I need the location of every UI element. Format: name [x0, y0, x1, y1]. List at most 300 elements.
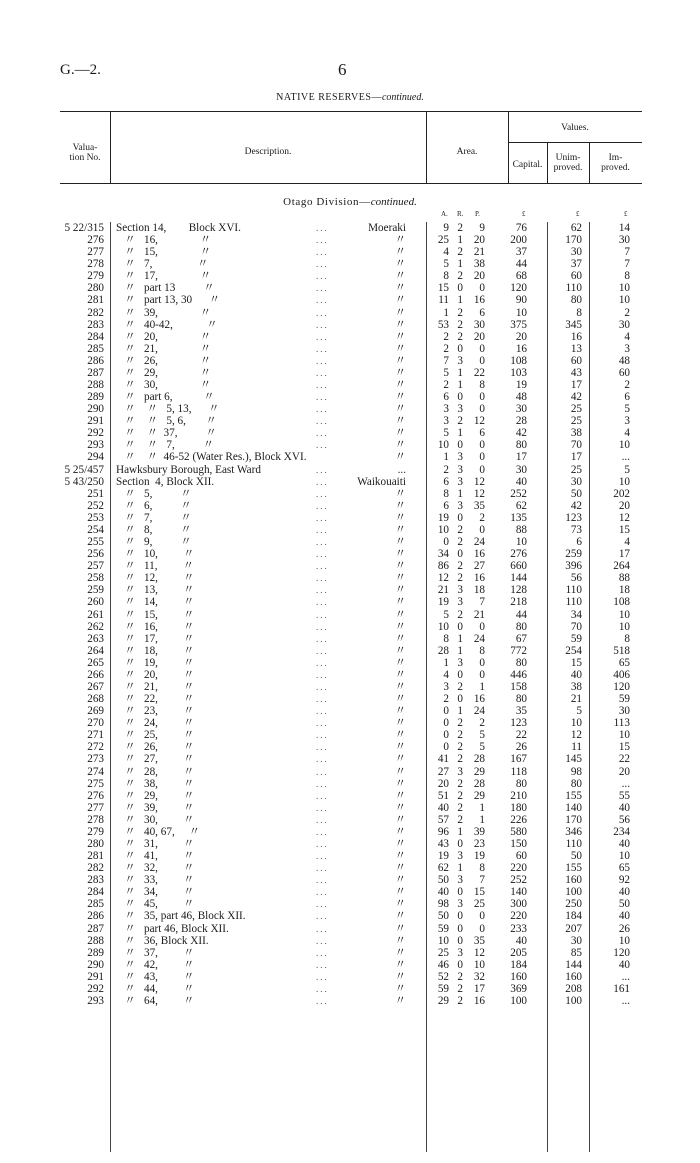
area-acres: 25: [437, 234, 449, 247]
running-head: NATIVE RESERVES—continued.: [276, 92, 424, 103]
improved-value: 518: [613, 644, 630, 657]
area-roods: 0: [457, 439, 463, 452]
improved-value: 10: [618, 475, 630, 488]
description: 〃 7, 〃: [116, 511, 192, 524]
area-perches: 6: [479, 427, 485, 440]
area-acres: 28: [437, 644, 449, 657]
valuation-no: 293: [87, 439, 104, 452]
description: 〃 29, 〃: [116, 789, 195, 802]
area-acres: 50: [437, 874, 449, 887]
improved-value: 10: [618, 934, 630, 947]
table-row: [0, 729, 700, 741]
capital-value: 200: [510, 234, 527, 247]
unimproved-value: 184: [565, 910, 582, 923]
area-acres: 43: [437, 837, 449, 850]
capital-value: 88: [515, 523, 527, 536]
leader-dots: ...: [316, 706, 329, 717]
description: 〃 〃 5, 6, 〃: [116, 415, 217, 428]
table-row: [0, 560, 700, 572]
area-acres: 6: [443, 499, 449, 512]
improved-value: 65: [618, 862, 630, 875]
locality: 〃: [394, 499, 406, 512]
leader-dots: ...: [316, 464, 329, 475]
capital-value: 37: [515, 246, 527, 259]
area-acres: 0: [443, 705, 449, 718]
table-row: [0, 790, 700, 802]
improved-value: 15: [618, 523, 630, 536]
area-roods: 0: [457, 934, 463, 947]
valuation-no: 256: [87, 548, 104, 561]
area-perches: 12: [473, 946, 485, 959]
locality: 〃: [394, 934, 406, 947]
description: 〃 21, 〃: [116, 342, 212, 355]
capital-value: 103: [510, 366, 527, 379]
area-roods: 2: [457, 995, 463, 1007]
header-improved: Im- proved.: [601, 153, 630, 173]
area-perches: 18: [473, 584, 485, 597]
improved-value: 20: [618, 765, 630, 778]
unit-perches: P.: [475, 210, 480, 218]
valuation-no: 267: [87, 680, 104, 693]
unimproved-value: 80: [570, 294, 582, 307]
leader-dots: ...: [316, 742, 329, 753]
leader-dots: ...: [316, 488, 329, 499]
capital-value: 375: [510, 318, 527, 331]
table-row: [0, 935, 700, 947]
capital-value: 144: [510, 572, 527, 585]
locality: 〃: [394, 995, 406, 1007]
improved-value: 30: [618, 705, 630, 718]
leader-dots: ...: [316, 585, 329, 596]
area-perches: 16: [473, 995, 485, 1007]
area-acres: 0: [443, 717, 449, 730]
area-roods: 2: [457, 777, 463, 790]
table-row: [0, 995, 700, 1007]
area-roods: 2: [457, 801, 463, 814]
description: 〃 part 13, 30 〃: [116, 294, 221, 307]
description: Section 14, Block XVI.: [116, 222, 241, 234]
area-perches: 2: [479, 511, 485, 524]
area-roods: 2: [457, 270, 463, 283]
area-acres: 59: [437, 982, 449, 995]
area-roods: 0: [457, 620, 463, 633]
table-row: [0, 645, 700, 657]
unimproved-value: 100: [565, 995, 582, 1007]
description: 〃 28, 〃: [116, 765, 195, 778]
area-perches: 0: [479, 282, 485, 295]
table-row: [0, 536, 700, 548]
leader-dots: ...: [316, 561, 329, 572]
description: 〃 45, 〃: [116, 898, 195, 911]
table-row: [0, 403, 700, 415]
valuation-no: 270: [87, 717, 104, 730]
capital-value: 44: [515, 258, 527, 271]
capital-value: 40: [515, 934, 527, 947]
description: 〃 16, 〃: [116, 620, 195, 633]
valuation-no: 285: [87, 342, 104, 355]
area-roods: 1: [457, 862, 463, 875]
header-valuation-no: Valua- tion No.: [69, 143, 101, 163]
area-perches: 35: [473, 499, 485, 512]
area-roods: 0: [457, 391, 463, 404]
area-perches: 21: [473, 246, 485, 259]
table-row: [0, 476, 700, 488]
unimproved-value: 30: [570, 246, 582, 259]
table-row: [0, 705, 700, 717]
valuation-no: 290: [87, 958, 104, 971]
table-row: [0, 850, 700, 862]
improved-value: 234: [613, 825, 630, 838]
improved-value: 120: [613, 946, 630, 959]
leader-dots: ...: [316, 838, 329, 849]
area-perches: 24: [473, 632, 485, 645]
valuation-no: 291: [87, 415, 104, 428]
improved-value: 40: [618, 886, 630, 899]
locality: 〃: [394, 946, 406, 959]
valuation-no: 275: [87, 777, 104, 790]
area-roods: 0: [457, 342, 463, 355]
description: 〃 24, 〃: [116, 717, 195, 730]
valuation-no: 274: [87, 765, 104, 778]
area-roods: 1: [457, 705, 463, 718]
capital-value: 28: [515, 415, 527, 428]
area-acres: 6: [443, 475, 449, 488]
area-acres: 19: [437, 850, 449, 863]
valuation-no: 271: [87, 729, 104, 742]
area-perches: 16: [473, 572, 485, 585]
unit-roods: R.: [457, 210, 464, 218]
improved-value: 10: [618, 439, 630, 452]
area-perches: 0: [479, 451, 485, 464]
leader-dots: ...: [316, 500, 329, 511]
unimproved-value: 100: [565, 886, 582, 899]
locality: 〃: [394, 427, 406, 440]
unimproved-value: 17: [570, 451, 582, 464]
valuation-no: 294: [87, 451, 104, 464]
area-perches: 35: [473, 934, 485, 947]
unimproved-value: 73: [570, 523, 582, 536]
capital-value: 44: [515, 608, 527, 621]
capital-value: 128: [510, 584, 527, 597]
description: 〃 35, part 46, Block XII.: [116, 910, 246, 923]
area-acres: 59: [437, 922, 449, 935]
area-roods: 3: [457, 499, 463, 512]
leader-dots: ...: [316, 392, 329, 403]
unimproved-value: 8: [576, 306, 582, 319]
table-row: [0, 258, 700, 270]
leader-dots: ...: [316, 416, 329, 427]
leader-dots: ...: [316, 645, 329, 656]
valuation-no: 258: [87, 572, 104, 585]
valuation-no: 252: [87, 499, 104, 512]
locality: 〃: [394, 717, 406, 730]
area-perches: 0: [479, 391, 485, 404]
valuation-no: 272: [87, 741, 104, 754]
leader-dots: ...: [316, 911, 329, 922]
unimproved-value: 155: [565, 789, 582, 802]
area-acres: 15: [437, 282, 449, 295]
table-row: [0, 524, 700, 536]
description: 〃 part 46, Block XII.: [116, 922, 229, 935]
description: 〃 43, 〃: [116, 970, 195, 983]
area-roods: 2: [457, 318, 463, 331]
locality: 〃: [394, 536, 406, 549]
improved-value: 30: [618, 234, 630, 247]
table-row: [0, 826, 700, 838]
area-acres: 46: [437, 958, 449, 971]
valuation-no: 288: [87, 379, 104, 392]
valuation-no: 283: [87, 874, 104, 887]
description: 〃 18, 〃: [116, 644, 195, 657]
leader-dots: ...: [316, 597, 329, 608]
leader-dots: ...: [316, 875, 329, 886]
description: 〃 33, 〃: [116, 874, 195, 887]
description: 〃 9, 〃: [116, 536, 192, 549]
area-perches: 24: [473, 536, 485, 549]
table-row: [0, 947, 700, 959]
header-values: Values.: [561, 123, 589, 133]
unimproved-value: 38: [570, 427, 582, 440]
unimproved-value: 25: [570, 415, 582, 428]
leader-dots: ...: [316, 573, 329, 584]
improved-value: 10: [618, 729, 630, 742]
table-row: [0, 898, 700, 910]
area-roods: 2: [457, 536, 463, 549]
reserves-table-body: [0, 222, 700, 1007]
description: 〃 part 13 〃: [116, 282, 215, 295]
table-row: [0, 391, 700, 403]
locality: 〃: [394, 837, 406, 850]
capital-value: 80: [515, 656, 527, 669]
table-row: [0, 222, 700, 234]
locality: 〃: [394, 705, 406, 718]
header-top-rule: [60, 111, 642, 112]
valuation-no: 280: [87, 837, 104, 850]
description: 〃 22, 〃: [116, 693, 195, 706]
locality: 〃: [394, 886, 406, 899]
valuation-no: 273: [87, 753, 104, 766]
area-roods: 2: [457, 813, 463, 826]
capital-value: 276: [510, 548, 527, 561]
capital-value: 76: [515, 222, 527, 234]
unimproved-value: 50: [570, 487, 582, 500]
description: 〃 7, 〃: [116, 258, 209, 271]
capital-value: 80: [515, 693, 527, 706]
unimproved-value: 144: [565, 958, 582, 971]
area-roods: 1: [457, 644, 463, 657]
description: 〃 12, 〃: [116, 572, 195, 585]
leader-dots: ...: [316, 983, 329, 994]
capital-value: 42: [515, 427, 527, 440]
improved-value: 4: [624, 330, 630, 343]
area-perches: 0: [479, 463, 485, 476]
valuation-no: 290: [87, 403, 104, 416]
unimproved-value: 345: [565, 318, 582, 331]
locality: 〃: [394, 862, 406, 875]
locality: 〃: [394, 777, 406, 790]
area-acres: 52: [437, 970, 449, 983]
table-row: [0, 427, 700, 439]
unimproved-value: 110: [565, 584, 582, 597]
unimproved-value: 123: [565, 511, 582, 524]
valuation-no: 282: [87, 862, 104, 875]
description: 〃 32, 〃: [116, 862, 195, 875]
locality: 〃: [394, 693, 406, 706]
unimproved-value: 11: [571, 741, 582, 754]
capital-value: 158: [510, 680, 527, 693]
unimproved-value: 43: [570, 366, 582, 379]
area-perches: 27: [473, 560, 485, 573]
leader-dots: ...: [316, 295, 329, 306]
valuation-no: 265: [87, 656, 104, 669]
improved-value: 5: [624, 403, 630, 416]
area-roods: 0: [457, 282, 463, 295]
improved-value: 65: [618, 656, 630, 669]
area-perches: 0: [479, 523, 485, 536]
capital-value: 16: [515, 342, 527, 355]
description: 〃 39, 〃: [116, 801, 195, 814]
area-roods: 2: [457, 330, 463, 343]
description: 〃 44, 〃: [116, 982, 195, 995]
area-roods: 0: [457, 668, 463, 681]
description: 〃 37, 〃: [116, 946, 195, 959]
valuation-no: 292: [87, 982, 104, 995]
area-roods: 2: [457, 970, 463, 983]
description: 〃 11, 〃: [116, 560, 194, 573]
locality: 〃: [394, 318, 406, 331]
improved-value: 40: [618, 958, 630, 971]
area-perches: 6: [479, 306, 485, 319]
capital-value: 252: [510, 487, 527, 500]
area-perches: 12: [473, 475, 485, 488]
description: 〃 23, 〃: [116, 705, 195, 718]
division-heading: Otago Division—continued.: [283, 196, 417, 208]
capital-value: 226: [510, 813, 527, 826]
unimproved-value: 70: [570, 439, 582, 452]
leader-dots: ...: [316, 319, 329, 330]
unimproved-value: 80: [570, 777, 582, 790]
area-roods: 2: [457, 741, 463, 754]
valuation-no: 286: [87, 910, 104, 923]
improved-value: 22: [618, 753, 630, 766]
description: 〃 〃 7, 〃: [116, 439, 214, 452]
capital-value: 252: [510, 874, 527, 887]
area-perches: 12: [473, 487, 485, 500]
description: 〃 31, 〃: [116, 837, 195, 850]
area-acres: 8: [443, 632, 449, 645]
area-acres: 40: [437, 886, 449, 899]
area-acres: 5: [443, 427, 449, 440]
locality: 〃: [394, 753, 406, 766]
locality: 〃: [394, 560, 406, 573]
table-row: [0, 741, 700, 753]
area-acres: 27: [437, 765, 449, 778]
area-roods: 1: [457, 427, 463, 440]
area-acres: 19: [437, 511, 449, 524]
valuation-no: 289: [87, 946, 104, 959]
area-roods: 1: [457, 366, 463, 379]
area-acres: 96: [437, 825, 449, 838]
leader-dots: ...: [316, 428, 329, 439]
locality: 〃: [394, 741, 406, 754]
locality: 〃: [394, 584, 406, 597]
area-perches: 10: [473, 958, 485, 971]
improved-value: 56: [618, 813, 630, 826]
description: 〃 26, 〃: [116, 741, 195, 754]
header-bottom-rule: [60, 183, 642, 184]
unit-capital: £: [522, 210, 526, 218]
locality: 〃: [394, 258, 406, 271]
leader-dots: ...: [316, 235, 329, 246]
description: 〃 5, 〃: [116, 487, 192, 500]
area-acres: 2: [443, 379, 449, 392]
improved-value: 10: [618, 850, 630, 863]
area-perches: 32: [473, 970, 485, 983]
table-row: [0, 439, 700, 451]
area-acres: 9: [443, 222, 449, 234]
area-roods: 2: [457, 982, 463, 995]
area-perches: 17: [473, 982, 485, 995]
area-perches: 1: [479, 813, 485, 826]
improved-value: 7: [624, 258, 630, 271]
capital-value: 90: [515, 294, 527, 307]
leader-dots: ...: [316, 223, 329, 233]
locality: 〃: [394, 270, 406, 283]
unimproved-value: 17: [570, 379, 582, 392]
area-roods: 3: [457, 850, 463, 863]
area-acres: 29: [437, 995, 449, 1007]
table-row: [0, 874, 700, 886]
improved-value: 120: [613, 680, 630, 693]
leader-dots: ...: [316, 380, 329, 391]
capital-value: 80: [515, 620, 527, 633]
area-roods: 2: [457, 680, 463, 693]
improved-value: ...: [621, 995, 630, 1007]
area-acres: 2: [443, 693, 449, 706]
table-row: [0, 451, 700, 463]
area-roods: 2: [457, 572, 463, 585]
locality: 〃: [394, 813, 406, 826]
leader-dots: ...: [316, 476, 329, 487]
improved-value: 55: [618, 789, 630, 802]
improved-value: 3: [624, 342, 630, 355]
locality: 〃: [394, 596, 406, 609]
capital-value: 210: [510, 789, 527, 802]
area-acres: 62: [437, 862, 449, 875]
table-row: [0, 355, 700, 367]
locality: 〃: [394, 850, 406, 863]
improved-value: 161: [613, 982, 630, 995]
locality: 〃: [394, 451, 406, 464]
area-perches: 0: [479, 910, 485, 923]
valuation-no: 282: [87, 306, 104, 319]
unimproved-value: 30: [570, 475, 582, 488]
table-row: [0, 633, 700, 645]
improved-value: 12: [618, 511, 630, 524]
capital-value: 184: [510, 958, 527, 971]
improved-value: 2: [624, 306, 630, 319]
area-acres: 20: [437, 777, 449, 790]
capital-value: 80: [515, 777, 527, 790]
valuation-no: 276: [87, 789, 104, 802]
capital-value: 446: [510, 668, 527, 681]
valuation-no: 288: [87, 934, 104, 947]
area-perches: 22: [473, 366, 485, 379]
leader-dots: ...: [316, 718, 329, 729]
locality: ...: [397, 463, 406, 476]
locality: 〃: [394, 922, 406, 935]
header-description: Description.: [244, 147, 292, 157]
